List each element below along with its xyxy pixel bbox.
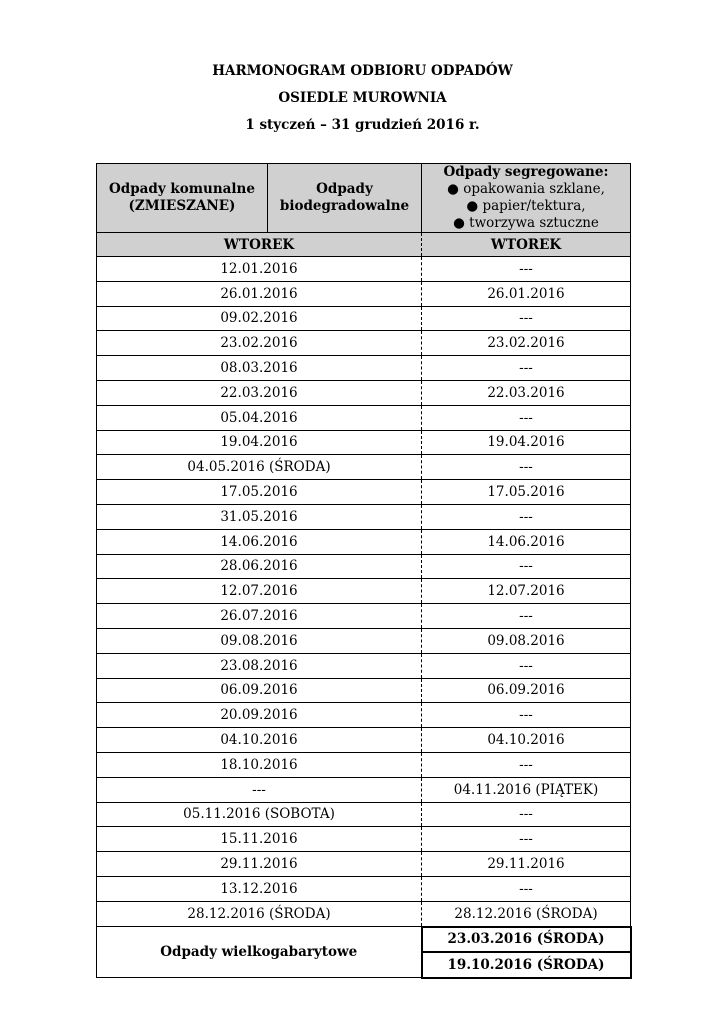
header-biodegradable-line2: biodegradowalne [279, 198, 410, 214]
header-mixed-waste [97, 164, 268, 233]
mixed-bio-date-cell: 23.02.2016 [97, 331, 422, 356]
segregated-date-cell: 17.05.2016 [422, 480, 631, 505]
header-mixed-waste-line1: Odpady komunalne [109, 181, 255, 197]
table-row [97, 455, 631, 480]
header-segregated-title: Odpady segregowane: [443, 164, 609, 180]
schedule-table [96, 163, 632, 979]
mixed-bio-date-cell: 06.09.2016 [97, 678, 422, 703]
segregated-date-cell: --- [422, 504, 631, 529]
mixed-bio-date-cell: --- [97, 777, 422, 802]
table-row [97, 257, 631, 282]
segregated-date-cell: --- [422, 604, 631, 629]
weekday-left: WTOREK [97, 233, 422, 257]
mixed-bio-date-cell: 31.05.2016 [97, 504, 422, 529]
mixed-bio-date-cell: 09.08.2016 [97, 628, 422, 653]
segregated-date-cell: --- [422, 455, 631, 480]
bulky-waste-label: Odpady wielkogabarytowe [97, 927, 422, 978]
table-row [97, 777, 631, 802]
table-row [97, 628, 631, 653]
mixed-bio-date-cell: 18.10.2016 [97, 752, 422, 777]
header-segregated-item-plastic: ● tworzywa sztuczne [453, 215, 599, 231]
table-row [97, 876, 631, 901]
bulky-waste-date: 19.10.2016 (ŚRODA) [422, 952, 631, 978]
mixed-bio-date-cell: 28.12.2016 (ŚRODA) [97, 901, 422, 926]
header-biodegradable [268, 164, 422, 233]
mixed-bio-date-cell: 15.11.2016 [97, 827, 422, 852]
segregated-date-cell: 29.11.2016 [422, 852, 631, 877]
table-row [97, 281, 631, 306]
mixed-bio-date-cell: 20.09.2016 [97, 703, 422, 728]
mixed-bio-date-cell: 23.08.2016 [97, 653, 422, 678]
table-row [97, 852, 631, 877]
table-row [97, 728, 631, 753]
mixed-bio-date-cell: 12.07.2016 [97, 579, 422, 604]
table-row [97, 653, 631, 678]
segregated-date-cell: 06.09.2016 [422, 678, 631, 703]
table-header-row [97, 164, 631, 233]
mixed-bio-date-cell: 28.06.2016 [97, 554, 422, 579]
segregated-date-cell: 04.11.2016 (PIĄTEK) [422, 777, 631, 802]
table-row [97, 752, 631, 777]
segregated-date-cell: --- [422, 703, 631, 728]
mixed-bio-date-cell: 05.04.2016 [97, 405, 422, 430]
segregated-date-cell: 26.01.2016 [422, 281, 631, 306]
segregated-date-cell: --- [422, 306, 631, 331]
mixed-bio-date-cell: 04.10.2016 [97, 728, 422, 753]
weekday-right: WTOREK [422, 233, 631, 257]
table-row [97, 579, 631, 604]
mixed-bio-date-cell: 17.05.2016 [97, 480, 422, 505]
segregated-date-cell: --- [422, 405, 631, 430]
table-row [97, 504, 631, 529]
header-biodegradable-line1: Odpady [316, 181, 373, 197]
table-row [97, 306, 631, 331]
header-mixed-waste-line2: (ZMIESZANE) [128, 198, 236, 214]
table-row [97, 901, 631, 926]
title-line-2: OSIEDLE MUROWNIA [278, 90, 447, 106]
segregated-date-cell: --- [422, 257, 631, 282]
segregated-date-cell: --- [422, 802, 631, 827]
table-row [97, 802, 631, 827]
segregated-date-cell: --- [422, 752, 631, 777]
segregated-date-cell: --- [422, 827, 631, 852]
segregated-date-cell: 14.06.2016 [422, 529, 631, 554]
mixed-bio-date-cell: 09.02.2016 [97, 306, 422, 331]
mixed-bio-date-cell: 05.11.2016 (SOBOTA) [97, 802, 422, 827]
table-row [97, 604, 631, 629]
header-segregated [422, 164, 631, 233]
table-row [97, 430, 631, 455]
segregated-date-cell: 12.07.2016 [422, 579, 631, 604]
mixed-bio-date-cell: 19.04.2016 [97, 430, 422, 455]
table-row [97, 405, 631, 430]
table-row [97, 529, 631, 554]
segregated-date-cell: 23.02.2016 [422, 331, 631, 356]
mixed-bio-date-cell: 29.11.2016 [97, 852, 422, 877]
table-row [97, 331, 631, 356]
table-row [97, 480, 631, 505]
mixed-bio-date-cell: 26.01.2016 [97, 281, 422, 306]
title-line-1: HARMONOGRAM ODBIORU ODPADÓW [212, 63, 513, 79]
segregated-date-cell: 19.04.2016 [422, 430, 631, 455]
title-line-3: 1 styczeń – 31 grudzień 2016 r. [245, 117, 480, 133]
header-segregated-item-paper: ● papier/tektura, [466, 198, 586, 214]
table-row [97, 356, 631, 381]
segregated-date-cell: 04.10.2016 [422, 728, 631, 753]
document-title-block [0, 58, 725, 139]
mixed-bio-date-cell: 26.07.2016 [97, 604, 422, 629]
segregated-date-cell: --- [422, 356, 631, 381]
table-row [97, 678, 631, 703]
segregated-date-cell: 09.08.2016 [422, 628, 631, 653]
mixed-bio-date-cell: 04.05.2016 (ŚRODA) [97, 455, 422, 480]
mixed-bio-date-cell: 14.06.2016 [97, 529, 422, 554]
segregated-date-cell: --- [422, 653, 631, 678]
segregated-date-cell: 22.03.2016 [422, 380, 631, 405]
segregated-date-cell: 28.12.2016 (ŚRODA) [422, 901, 631, 926]
mixed-bio-date-cell: 12.01.2016 [97, 257, 422, 282]
table-row [97, 554, 631, 579]
bulky-waste-row [97, 927, 631, 953]
mixed-bio-date-cell: 13.12.2016 [97, 876, 422, 901]
table-row [97, 827, 631, 852]
segregated-date-cell: --- [422, 554, 631, 579]
mixed-bio-date-cell: 08.03.2016 [97, 356, 422, 381]
weekday-header-row [97, 233, 631, 257]
table-row [97, 380, 631, 405]
bulky-waste-date: 23.03.2016 (ŚRODA) [422, 927, 631, 953]
mixed-bio-date-cell: 22.03.2016 [97, 380, 422, 405]
segregated-date-cell: --- [422, 876, 631, 901]
header-segregated-item-glass: ● opakowania szklane, [447, 181, 605, 197]
table-row [97, 703, 631, 728]
